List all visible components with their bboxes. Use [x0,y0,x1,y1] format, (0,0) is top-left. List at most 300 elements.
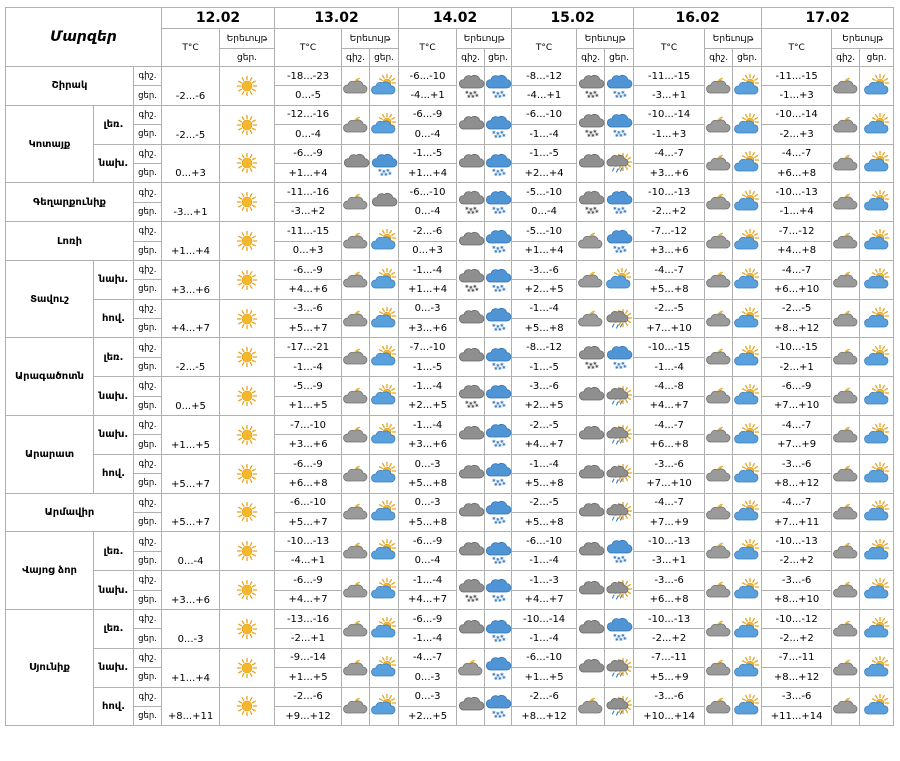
weather-day-cell [485,609,512,648]
snow-cloud-blue-icon [607,191,631,217]
weather-night-cell [457,493,485,532]
temp-header: T°C [399,29,457,67]
cloud-gray-icon [459,308,483,330]
svg-text:✱: ✱ [474,93,479,99]
zone-name: նախ. [94,648,134,687]
svg-text:✱: ✱ [496,712,500,718]
sun-cloud-icon [607,269,631,291]
svg-text:✱: ✱ [474,210,479,216]
date-header: 13.02 [275,8,399,29]
svg-text:✱: ✱ [502,520,506,526]
weather-night-cell [577,648,605,687]
temp-cell: 0...-3 [399,454,457,473]
weather-day-cell [860,416,894,455]
region-name: Գեղարքունիք [6,183,134,222]
svg-text:✱: ✱ [468,402,473,408]
zone-name: լեռ. [94,609,134,648]
svg-text:✱: ✱ [464,401,469,407]
temp-cell: -10...-15 [762,338,832,357]
temp-cell: +8...+11 [162,687,220,726]
temp-cell: 0...+3 [275,241,342,260]
temp-cell: -10...-14 [762,105,832,124]
temp-cell: +4...+7 [275,590,342,609]
zone-name: հով. [94,299,134,338]
night-subheader: գիշ. [832,49,860,67]
cloud-moon-icon [707,114,731,136]
night-subheader: գիշ. [705,49,733,67]
temp-cell: -1...-4 [399,629,457,648]
snow-cloud-blue-icon [486,657,510,682]
temp-cell: +6...+8 [275,474,342,493]
temp-cell: -3...-6 [275,299,342,318]
temp-cell: +4...+6 [275,280,342,299]
temp-cell: +2...+5 [512,280,577,299]
weather-day-cell [733,377,762,416]
table-row [6,105,894,124]
weather-night-cell [832,571,860,610]
svg-text:✱: ✱ [498,405,502,411]
weather-night-cell [457,183,485,222]
svg-text:✱: ✱ [502,481,506,487]
cloud-gray-icon [459,540,483,562]
sun-icon [235,113,259,137]
time-of-day: գիշ. [134,571,162,590]
zone-name: նախ. [94,260,134,299]
weather-night-cell [705,416,733,455]
svg-text:✱: ✱ [621,90,625,96]
cloud-gray-icon [579,540,603,562]
temp-header: T°C [162,29,220,67]
weather-night-cell [832,183,860,222]
temp-cell: -3...+1 [634,551,705,570]
weather-night-cell [832,67,860,106]
snow-cloud-blue-icon [607,618,631,643]
svg-text:✱: ✱ [492,595,496,601]
weather-cell [220,532,275,571]
svg-text:✱: ✱ [498,211,502,217]
sun-cloud-icon [735,385,759,407]
svg-text:✱: ✱ [472,284,477,290]
table-row [6,609,894,628]
sun-cloud-icon [865,385,889,407]
weather-night-cell [577,299,605,338]
sun-icon [235,229,259,253]
sun-cloud-icon [865,230,889,252]
weather-night-cell [832,260,860,299]
svg-text:✱: ✱ [384,173,388,179]
temp-header: T°C [512,29,577,67]
weather-night-cell [705,183,733,222]
cloud-moon-icon [707,75,731,97]
region-name: Տավուշ [6,260,94,338]
sun-cloud-icon [735,695,759,717]
weather-night-cell [342,105,370,144]
weather-night-cell [705,260,733,299]
temp-cell: +2...+5 [399,396,457,415]
temp-cell: 0...-4 [399,125,457,144]
temp-cell: -2...+1 [762,357,832,376]
temp-cell: +4...+8 [762,241,832,260]
svg-text:✱: ✱ [474,598,479,604]
cloud-moon-icon [344,385,368,407]
weather-cell [220,338,275,377]
date-header: 14.02 [399,8,512,29]
svg-text:✱: ✱ [494,405,498,411]
sun-rain-icon [607,424,631,446]
svg-text:✱: ✱ [386,169,390,175]
temp-header: T°C [762,29,832,67]
svg-text:✱: ✱ [500,323,504,329]
svg-text:✱: ✱ [498,443,502,449]
temp-cell: -1...-4 [512,629,577,648]
svg-text:✱: ✱ [468,596,473,602]
svg-text:✱: ✱ [496,208,500,214]
sun-cloud-icon [735,191,759,213]
weather-day-cell [860,648,894,687]
svg-text:✱: ✱ [621,556,625,562]
time-of-day: գիշ. [134,416,162,435]
zone-name: նախ. [94,377,134,416]
svg-text:✱: ✱ [500,711,504,717]
temp-cell: -2...+1 [275,629,342,648]
svg-text:✱: ✱ [492,284,496,290]
svg-text:✱: ✱ [496,324,500,330]
svg-text:✱: ✱ [470,599,475,605]
temp-cell: -6...-10 [399,183,457,202]
weather-night-cell [705,67,733,106]
cloud-moon-icon [707,269,731,291]
weather-day-cell [605,338,634,377]
cloud-moon-icon [834,540,858,562]
weather-night-cell [342,493,370,532]
temp-cell: -5...-10 [512,222,577,241]
svg-text:✱: ✱ [592,129,597,135]
svg-text:✱: ✱ [594,365,599,371]
weather-day-cell [370,183,399,222]
svg-text:✱: ✱ [500,207,504,213]
temp-cell: -11...-15 [634,67,705,86]
cloud-moon-icon [707,618,731,640]
temp-cell: +6...+8 [634,435,705,454]
temp-cell: -1...-3 [512,571,577,590]
svg-text:✱: ✱ [617,363,621,369]
weather-night-cell [705,222,733,261]
svg-text:✱: ✱ [502,172,506,178]
cloud-moon-icon [834,191,858,213]
snow-cloud-gray-icon [579,346,603,372]
svg-text:✱: ✱ [619,211,623,217]
temp-cell: +8...+12 [762,319,832,338]
snow-cloud-blue-icon [486,579,510,605]
cloud-moon-icon [707,424,731,446]
weather-header: Երեւույթ [342,29,399,49]
weather-day-cell [370,222,399,261]
forecast-table [5,7,894,726]
temp-cell: -10...-13 [634,183,705,202]
time-of-day: ցեր. [134,241,162,260]
snow-cloud-blue-icon [607,230,631,256]
svg-text:✱: ✱ [613,129,617,135]
svg-text:✱: ✱ [623,559,627,565]
svg-text:✱: ✱ [584,207,589,213]
svg-text:✱: ✱ [496,285,500,291]
weather-day-cell [605,609,634,648]
cloud-moon-icon [707,657,731,679]
sun-cloud-icon [735,152,759,174]
region-name: Շիրակ [6,67,134,106]
temp-cell: 0...-3 [399,493,457,512]
weather-day-cell [485,144,512,183]
weather-day-cell [370,454,399,493]
weather-day-cell [733,609,762,648]
svg-text:✱: ✱ [500,595,504,601]
temp-cell: -3...-6 [762,687,832,706]
svg-text:✱: ✱ [498,288,502,294]
temp-cell: -4...-7 [762,493,832,512]
svg-text:✱: ✱ [592,90,597,96]
time-of-day: գիշ. [134,222,162,241]
weather-day-cell [733,571,762,610]
weather-day-cell [605,493,634,532]
weather-night-cell [457,416,485,455]
table-row [6,377,894,396]
snow-cloud-gray-icon [579,114,603,139]
time-of-day: ցեր. [134,512,162,531]
weather-night-cell [342,648,370,687]
cloud-gray-icon [579,152,603,174]
svg-text:✱: ✱ [498,676,502,682]
svg-text:✱: ✱ [494,715,498,721]
weather-day-cell [485,222,512,261]
svg-text:✱: ✱ [588,363,593,369]
temp-cell: -11...-15 [762,67,832,86]
weather-night-cell [832,299,860,338]
cloud-moon-icon [344,501,368,523]
temp-cell: -1...-5 [399,144,457,163]
sun-cloud-icon [865,346,889,368]
cloud-moon-icon [707,463,731,485]
temp-cell: 0...-4 [512,202,577,221]
temp-header: T°C [275,29,342,67]
weather-day-cell [485,648,512,687]
temp-cell: +3...+6 [275,435,342,454]
cloud-gray-icon [579,463,603,485]
weather-night-cell [577,222,605,261]
region-name: Արարատ [6,416,94,494]
weather-day-cell [605,183,634,222]
sun-cloud-icon [865,540,889,562]
cloud-moon-icon [707,579,731,601]
temp-cell: -2...-6 [275,687,342,706]
svg-text:✱: ✱ [500,401,504,407]
snow-cloud-blue-icon [486,695,510,721]
weather-day-cell [733,648,762,687]
sun-rain-icon [607,308,631,330]
temp-cell: -1...-4 [512,551,577,570]
weather-night-cell [577,454,605,493]
weather-day-cell [485,454,512,493]
snow-cloud-gray-icon [459,75,483,100]
svg-text:✱: ✱ [617,130,621,136]
weather-night-cell [577,609,605,648]
cloud-moon-icon [834,346,858,368]
temp-cell: -10...-12 [762,609,832,628]
temp-cell: -1...-4 [634,357,705,376]
weather-day-cell [860,260,894,299]
zone-name: նախ. [94,416,134,455]
temp-cell: -2...+2 [762,551,832,570]
snow-cloud-blue-icon [607,346,631,372]
svg-text:✱: ✱ [492,634,496,640]
sun-cloud-icon [372,657,396,679]
cloud-gray-icon [579,424,603,446]
svg-text:✱: ✱ [623,636,627,642]
sun-cloud-icon [372,308,396,330]
temp-cell: +3...+6 [634,163,705,182]
weather-day-cell [733,687,762,726]
svg-text:✱: ✱ [590,94,595,100]
cloud-moon-icon [344,346,368,368]
table-row [6,454,894,473]
temp-cell: +7...+11 [762,512,832,531]
time-of-day: ցեր. [134,86,162,105]
cloud-moon-icon [707,501,731,523]
temp-cell: -1...-5 [399,357,457,376]
sun-icon [235,694,259,718]
temp-cell: -1...-5 [512,357,577,376]
cloud-gray-icon [579,579,603,601]
time-of-day: ցեր. [134,202,162,221]
time-of-day: գիշ. [134,454,162,473]
cloud-gray-icon [459,230,483,252]
temp-cell: +5...+9 [634,668,705,687]
temp-cell: +7...+10 [762,396,832,415]
weather-day-cell [605,260,634,299]
temp-cell: 0...-4 [399,551,457,570]
table-row [6,648,894,667]
temp-cell: -2...+3 [762,125,832,144]
svg-text:✱: ✱ [494,443,498,449]
svg-text:✱: ✱ [464,90,469,96]
weather-night-cell [342,687,370,726]
weather-night-cell [577,67,605,106]
cloud-moon-icon [834,385,858,407]
temp-cell: +1...+4 [399,280,457,299]
sun-icon [235,578,259,602]
temp-cell: 0...-3 [399,668,457,687]
svg-text:✱: ✱ [502,714,506,720]
weather-day-cell [605,144,634,183]
cloud-moon-icon [344,191,368,213]
snow-cloud-blue-icon [486,269,510,294]
sun-cloud-icon [372,463,396,485]
temp-cell: -6...-9 [762,377,832,396]
weather-night-cell [342,183,370,222]
sun-cloud-icon [865,114,889,136]
weather-day-cell [485,260,512,299]
sun-icon [235,500,259,524]
svg-text:✱: ✱ [472,90,477,96]
sun-cloud-icon [735,579,759,601]
weather-night-cell [577,105,605,144]
cloud-moon-icon [344,269,368,291]
snow-cloud-blue-icon [486,308,510,333]
weather-day-cell [605,377,634,416]
weather-cell [220,416,275,455]
table-row [6,183,894,202]
svg-text:✱: ✱ [617,634,621,640]
svg-text:✱: ✱ [613,207,617,213]
weather-night-cell [457,571,485,610]
temp-cell: -6...-9 [399,609,457,628]
cloud-moon-icon [834,114,858,136]
svg-text:✱: ✱ [613,90,617,96]
sun-cloud-icon [735,269,759,291]
svg-text:✱: ✱ [496,635,500,641]
svg-text:✱: ✱ [502,287,506,293]
svg-text:✱: ✱ [502,326,506,332]
weather-night-cell [705,532,733,571]
cloud-blue-icon [486,540,510,567]
snow-cloud-gray-icon [579,191,603,217]
temp-cell: -7...-12 [634,222,705,241]
weather-day-cell [370,493,399,532]
temp-cell: -4...-7 [634,493,705,512]
cloud-moon-icon [834,579,858,601]
region-name: Վայոց ձոր [6,532,94,610]
temp-cell: -10...-13 [634,609,705,628]
snow-cloud-blue-icon [486,230,510,256]
weather-day-cell [860,299,894,338]
time-of-day: գիշ. [134,493,162,512]
temp-cell: -5...-9 [275,377,342,396]
svg-text:✱: ✱ [502,404,506,410]
temp-cell: +4...+7 [634,396,705,415]
temp-cell: -12...-16 [275,105,342,124]
cloud-moon-icon [344,463,368,485]
svg-text:✱: ✱ [494,288,498,294]
svg-text:✱: ✱ [590,133,595,139]
temp-cell: -1...-4 [512,299,577,318]
svg-text:✱: ✱ [615,211,619,217]
table-row [6,299,894,318]
weather-night-cell [705,144,733,183]
weather-night-cell [457,338,485,377]
svg-text:✱: ✱ [496,364,500,370]
sun-cloud-icon [372,75,396,97]
svg-text:✱: ✱ [613,556,617,562]
date-header: 12.02 [162,8,275,29]
time-of-day: գիշ. [134,144,162,163]
temp-cell: -1...-4 [399,260,457,279]
date-header: 17.02 [762,8,894,29]
svg-text:✱: ✱ [498,250,502,256]
temp-cell: -4...-7 [762,144,832,163]
cloud-gray-icon [459,152,483,174]
zone-name: լեռ. [94,532,134,571]
weather-night-cell [457,454,485,493]
sun-cloud-icon [735,540,759,562]
svg-text:✱: ✱ [500,284,504,290]
weather-day-cell [860,183,894,222]
sun-cloud-icon [865,618,889,640]
temp-cell: -1...-4 [512,454,577,473]
weather-day-cell [733,144,762,183]
svg-text:✱: ✱ [496,440,500,446]
svg-text:✱: ✱ [588,208,593,214]
svg-text:✱: ✱ [494,638,498,644]
day-subheader: ցեր. [860,49,894,67]
